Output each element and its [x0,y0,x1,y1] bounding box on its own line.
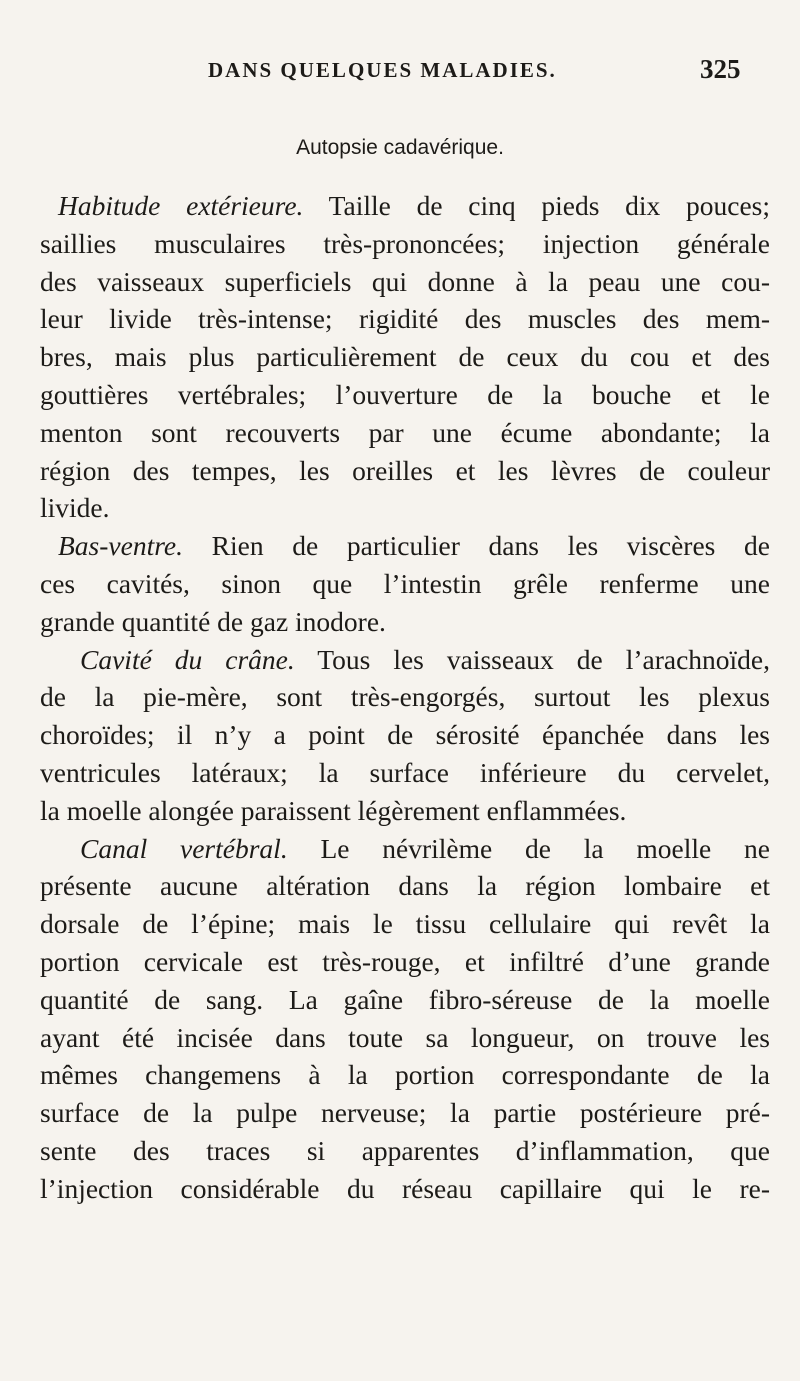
text-line [40,527,770,565]
text-line [40,641,770,679]
text-line: menton sont recouverts par une écume abondante; la [40,416,770,448]
line-text: Tous les vaisseaux de l’arachnoïde, [294,643,771,675]
text-line [40,830,770,868]
paragraph-label: Habitude extérieure. [58,190,304,221]
text-line: portion cervicale est très-rouge, et infiltré d’une grande [40,945,770,977]
text-line: sente des traces si apparentes d’inflammation, que [40,1134,770,1166]
body-text [40,187,770,1208]
paragraph-label: Bas-ventre. [58,530,183,562]
text-line: mêmes changemens à la portion correspondante de la [40,1059,770,1091]
text-line: livide. [40,492,110,524]
text-line: des vaisseaux superficiels qui donne à la peau une cou- [40,265,770,297]
text-line: quantité de sang. La gaîne fibro-séreuse de la moelle [40,983,770,1015]
text-line: gouttières vertébrales; l’ouverture de la bouche et le [40,378,770,410]
page-number: 325 [700,54,741,84]
line-text: Le névrilème de la moelle ne [287,832,770,864]
text-line: choroïdes; il n’y a point de sérosité épanchée dans les [40,719,770,751]
running-title: DANS QUELQUES MALADIES. [208,58,557,82]
text-line: leur livide très-intense; rigidité des muscles des mem- [40,303,770,335]
text-line: surface de la pulpe nerveuse; la partie postérieure pré- [40,1097,770,1129]
text-line: bres, mais plus particulièrement de ceux du cou et des [40,341,770,373]
paragraph-label: Cavité du crâne. [80,643,295,675]
running-head [0,54,800,98]
paragraph-label: Canal vertébral. [80,832,288,864]
line-text: Taille de cinq pieds dix pouces; [303,190,770,221]
text-line: de la pie-mère, sont très-engorgés, surtout les plexus [40,681,770,713]
text-line: saillies musculaires très-prononcées; injection générale [40,227,770,259]
line-text: Rien de particulier dans les viscères de [182,530,770,562]
section-heading: Autopsie cadavérique. [296,136,504,159]
text-line: ventricules latéraux; la surface inférieure du cervelet, [40,756,770,788]
text-line: la moelle alongée paraissent légèrement enflammées. [40,794,627,826]
text-line: ayant été incisée dans toute sa longueur, on trouve les [40,1021,770,1053]
text-line: présente aucune altération dans la région lombaire et [40,870,770,902]
text-line: grande quantité de gaz inodore. [40,605,386,637]
text-line [40,187,770,225]
text-line: région des tempes, les oreilles et les lèvres de couleur [40,454,770,486]
text-line: l’injection considérable du réseau capillaire qui le re- [40,1172,770,1204]
text-line: dorsale de l’épine; mais le tissu cellulaire qui revêt la [40,908,770,940]
text-line: ces cavités, sinon que l’intestin grêle renferme une [40,567,770,599]
